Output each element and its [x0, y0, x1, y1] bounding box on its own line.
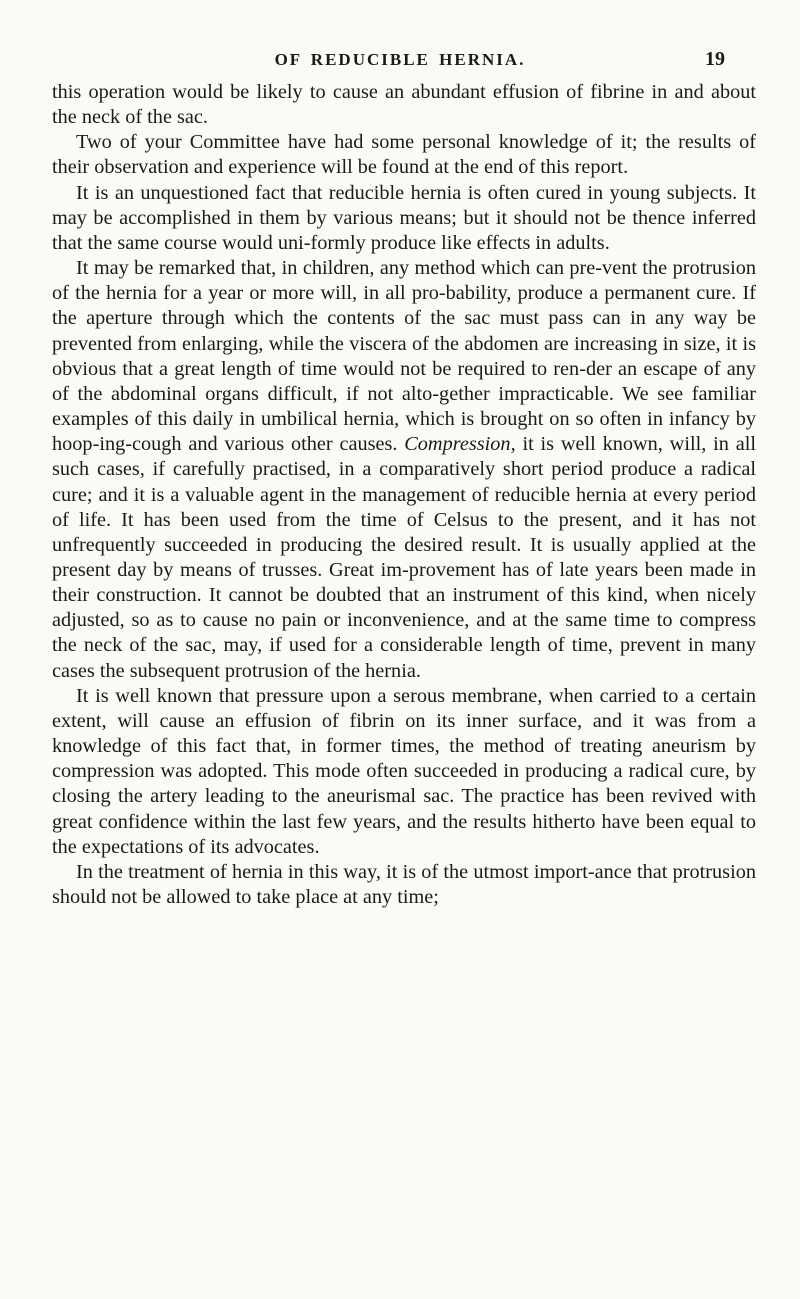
paragraph-1: this operation would be likely to cause an abundant effusion of fibrine in and about the neck of the sac.	[52, 81, 756, 129]
paragraph-5: It is well known that pressure upon a serous membrane, when carried to a certain extent, will cause an effusion of fibrin on its inner surface, and it was from a knowledge of this fact that, in former times, the method of treating aneurism by compression was adopted. This mode often succeeded in producing a radical cure, by closing the artery leading to the aneurismal sac. The practice has been revived with great confidence within the last few years, and the results hitherto have been equal to the expectations of its advocates.	[52, 684, 756, 858]
emphasis-compression: Compression,	[404, 433, 516, 456]
paragraph-2: Two of your Committee have had some personal knowledge of it; the results of their observation and experience will be found at the end of this report.	[52, 131, 756, 179]
running-head: OF REDUCIBLE HERNIA.	[274, 50, 526, 69]
page-number: 19	[705, 48, 725, 70]
paragraph-6: In the treatment of hernia in this way, it is of the utmost import-ance that protrusion should not be allowed to take place at any time;	[52, 860, 756, 908]
paragraph-4-part-b: it is well known, will, in all such cases, if carefully practised, in a comparatively short period produce a radical cure; and it is a valuable agent in the management of reducible hernia at every period of life. It has been used from the time of Celsus to the present, and it has not unfrequently succeeded in producing the desired result. It is usually applied at the present day by means of trusses. Great im-provement has of late years been made in their construction. It cannot be doubted that an instrument of this kind, when nicely adjusted, so as to cause no pain or inconvenience, and at the same time to compress the neck of the sac, may, if used for a considerable length of time, prevent in many cases the subsequent protrusion of the hernia.	[52, 433, 756, 682]
body-text	[52, 80, 756, 910]
paragraph-4	[52, 256, 756, 684]
paragraph-3: It is an unquestioned fact that reducible hernia is often cured in young subjects. It may be accomplished in them by various means; but it should not be thence inferred that the same course would uni-formly produce like effects in adults.	[52, 181, 756, 254]
paragraph-4-part-a: It may be remarked that, in children, any method which can pre-vent the protrusion of the hernia for a year or more will, in all pro-bability, produce a permanent cure. If the aperture through which the contents of the sac must pass can in any way be prevented from enlarging, while the viscera of the abdomen are increasing in size, it is obvious that a great length of time would not be required to ren-der an escape of any of the abdominal organs difficult, if not alto-gether impracticable. We see familiar examples of this daily in umbilical hernia, which is brought on so often in infancy by hoop-ing-cough and various other causes.	[52, 257, 756, 456]
